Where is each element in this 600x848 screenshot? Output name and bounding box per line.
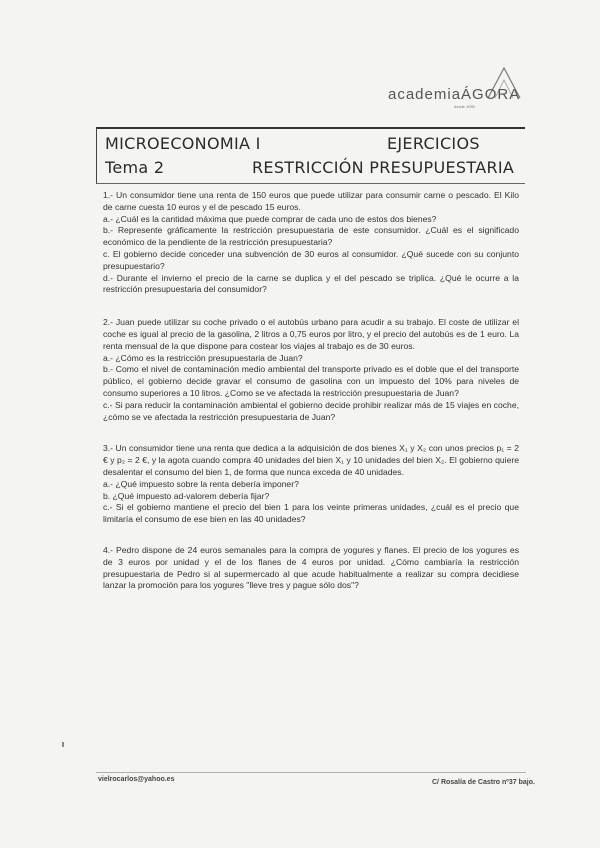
logo-name: academiaÁGORA <box>388 86 521 103</box>
exercise-item: d.- Durante el invierno el precio de la carne se duplica y el del pescado se triplica. ¿Qué le ocurre a la restricción presupuestaria del consumidor? <box>103 272 519 295</box>
exercise-4 <box>103 545 519 592</box>
footer-divider <box>96 772 526 773</box>
exercise-intro: 2.- Juan puede utilizar su coche privado o el autobús urbano para acudir a su trabajo. El coste de utilizar el coche es igual al precio de la gasolina, 2 litros a 0,75 euros por litro, y el precio del autobús es de 1 euro. La renta mensual de la que dispone para costear los viajes al trabajo es de 30 euros. <box>103 317 519 351</box>
exercise-item: a.- ¿Qué impuesto sobre la renta debería imponer? <box>103 478 299 489</box>
footer-email: vielrocarlos@yahoo.es <box>98 776 175 783</box>
exercise-item: b.- Como el nivel de contaminación medio ambiental del transporte privado es el doble que el del transporte público, el gobierno decide gravar el consumo de gasolina con un impuesto del 10% para niveles de consumo superiores a 10 litros. ¿Como se ve afectada la restricción presupuestaria de Juan? <box>103 364 519 398</box>
footer-address: C/ Rosalía de Castro nº37 bajo. <box>432 779 535 786</box>
exercise-item: c.- Si para reducir la contaminación ambiental el gobierno decide prohibir realizar más de 15 viajes en coche, ¿cómo se ve afectada la restricción presupuestaria de Juan? <box>103 399 519 422</box>
academy-logo <box>388 66 528 116</box>
header-unit: Tema 2 <box>105 158 165 177</box>
margin-mark <box>62 742 64 747</box>
exercise-2 <box>103 317 519 423</box>
document-header <box>96 127 525 184</box>
exercise-item: c.- Si el gobierno mantiene el precio del bien 1 para los veinte primeras unidades, ¿cuál es el precio que limitaría el consumo de ese bien en las 40 unidades? <box>103 502 519 525</box>
exercise-intro: 1.- Un consumidor tiene una renta de 150 euros que puede utilizar para consumir carne o pescado. El Kilo de carne cuesta 10 euros y el de pescado 15 euros. <box>103 190 519 212</box>
exercise-intro: 3.- Un consumidor tiene una renta que dedica a la adquisición de dos bienes X₁ y X₂ con unos precios p₁ = 2 € y p₂ = 2 €, y la agota cuando compra 40 unidades del bien X₁ y 10 unidades del bien X₂. El gobierno quiere desalentar el consumo del bien 1, de forma que nunca exceda de 40 unidades. <box>103 443 519 477</box>
exercise-item: c. El gobierno decide conceder una subvención de 30 euros al consumidor. ¿Qué sucede con su conjunto presupuestario? <box>103 248 519 271</box>
logo-tagline: desde 1990 <box>454 104 475 109</box>
exercise-intro: 4.- Pedro dispone de 24 euros semanales para la compra de yogures y flanes. El precio de los yogures es de 3 euros por unidad y el de los flanes de 4 euros por unidad. ¿Cómo cambiaría la restricción presupuestaria de Pedro si al supermercado al que acude habitualmente a realizar su compra decidiese lanzar la promoción para los yogures "lleve tres y pague sólo dos"? <box>103 544 519 591</box>
exercise-item: a.- ¿Cómo es la restricción presupuestaria de Juan? <box>103 352 303 363</box>
header-topic: RESTRICCIÓN PRESUPUESTARIA <box>252 158 515 177</box>
exercise-list <box>103 190 519 612</box>
header-type: EJERCICIOS <box>387 134 480 153</box>
exercise-item: a.- ¿Cuál es la cantidad máxima que puede comprar de cada uno de estos dos bienes? <box>103 213 437 224</box>
exercise-item: b. ¿Qué impuesto ad-valorem debería fijar? <box>103 490 270 501</box>
exercise-3 <box>103 443 519 526</box>
header-subject: MICROECONOMIA I <box>105 134 261 153</box>
exercise-1 <box>103 190 519 296</box>
exercise-item: b.- Represente gráficamente la restricción presupuestaria de este consumidor. ¿Cuál es el significado económico de la pendiente de la restricción presupuestaria? <box>103 225 519 248</box>
